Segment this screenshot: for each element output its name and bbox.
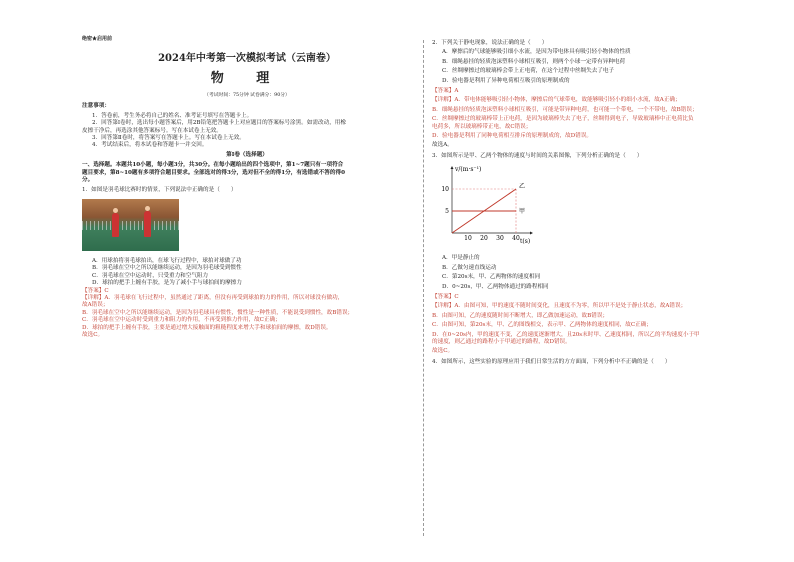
q2-analysis: 【详解】A．带电体能够吸引轻小物体，摩擦后的气球带电，故能够吸引轻小的细小水流，故A正确； xyxy=(432,97,681,104)
x-axis-arrow xyxy=(530,232,533,235)
note-item: 1．答卷前，考生务必将自己的姓名、准考证号填写在答题卡上。 xyxy=(92,112,253,119)
y-axis-arrow xyxy=(451,166,454,169)
q3-stem: 3．如图所示是甲、乙两个物体的速度与时间的关系图像，下列分析正确的是（ ） xyxy=(432,152,643,159)
exam-info: （考试时间：75分钟 试卷满分：90分） xyxy=(204,93,290,99)
note-item: 2．回答第Ⅰ卷时，选出每小题答案后，用2B铅笔把答题卡上对应题目的答案标号涂黑。如需改动，用橡 xyxy=(92,120,346,127)
velocity-time-chart xyxy=(438,163,538,247)
q3-analysis: 的速度，则乙通过的路程小于甲通过的路程，故D错误。 xyxy=(432,338,571,345)
column-divider xyxy=(423,40,424,536)
q1-analysis: D．球拍的把手上缠有手胶，主要是通过增大接触面的粗糙程度来增大手和球拍间的摩擦，故D错误。 xyxy=(82,324,332,331)
subject-title: 物 理 xyxy=(210,71,284,87)
q2-conclusion: 故选A。 xyxy=(432,142,453,149)
q1-analysis: 故选C。 xyxy=(82,331,104,338)
q2-stem: 2．下列关于静电现象，说法正确的是（ ） xyxy=(432,40,548,46)
y-tick-label: 10 xyxy=(441,186,449,194)
part1-heading: 第Ⅰ卷（选择题） xyxy=(226,151,268,158)
q2-option-a: A．摩擦后的气球能够吸引细小水流，是因为带电体具有吸引轻小物体的性质 xyxy=(442,49,631,56)
q3-option-b: B．乙做匀速直线运动 xyxy=(442,264,497,271)
part1-instruction: 分。 xyxy=(82,177,94,184)
x-tick-label: 20 xyxy=(480,235,488,243)
q1-answer: 【答案】C xyxy=(82,287,109,294)
q1-option-b: B．羽毛球在空中之所以能继续运动，是因为羽毛球受到惯性 xyxy=(92,265,242,272)
part1-instruction: 一、选择题。本题共10小题，每小题3分，共30分。在每小题给出的四个选项中，第1~7题只有一项符合 xyxy=(82,162,344,169)
q2-option-b: B．细绳悬挂的轻质泡沫塑料小球相互吸引，则两个小球一定带有异种电荷 xyxy=(442,58,626,65)
q3-analysis: B．由图可知，乙的速度随时间不断增大，即乙做加速运动，故B错误； xyxy=(432,312,609,319)
q2-analysis: D．验电器是利用了同种电荷相互排斥的原理制成的，故D错误。 xyxy=(432,133,593,140)
notes-heading: 注意事项： xyxy=(82,103,110,110)
q1-option-d: D．球拍的把手上缠有手胶，是为了减小手与球拍间的摩擦力 xyxy=(92,280,242,287)
q4-stem: 4．如图所示，这些实验的原理应用于我们日常生活的方方面面，下列分析中不正确的是（ ） xyxy=(432,358,671,365)
q1-option-c: C．羽毛球在空中运动时，只受重力和空气阻力 xyxy=(92,272,209,279)
q2-option-d: D．验电器是利用了异种电荷相互吸引的原理制成的 xyxy=(442,77,570,84)
note-item: 3．回答第Ⅱ卷时，将答案写在答题卡上。写在本试卷上无效。 xyxy=(92,135,245,142)
q3-option-a: A．甲是静止的 xyxy=(442,255,480,262)
q1-analysis: 【详解】A．羽毛球在飞行过程中，虽然通过了距离，但没有再受到球拍的力的作用，所以对球没有做功， xyxy=(82,294,344,301)
x-tick-label: 10 xyxy=(464,235,472,243)
q3-analysis: C．由图可知，第20s末，甲、乙的图线相交，表示甲、乙两物体的速度相同，故C正确； xyxy=(432,322,652,329)
series-label: 乙 xyxy=(519,183,526,191)
left-column xyxy=(82,36,412,339)
x-tick-label: 40 xyxy=(512,235,520,243)
y-axis-label: v/(m·s⁻¹) xyxy=(455,166,482,174)
badminton-photo xyxy=(82,199,179,251)
part1-instruction: 题目要求，第8~10题有多项符合题目要求。全部选对的得3分，选对但不全的得1分，有选错或不答的得0 xyxy=(82,169,345,176)
exam-title: 2024年中考第一次模拟考试（云南卷） xyxy=(158,53,336,65)
q3-analysis: D．在0~20s内，甲的速度不变，乙的速度逐渐增大，且20s末时甲、乙速度相同，所以乙的平均速度小于甲 xyxy=(432,331,700,338)
q3-answer: 【答案】C xyxy=(432,293,459,300)
q1-stem: 1．如图是羽毛球比赛时的情景，下列说法中正确的是（ ） xyxy=(82,187,237,194)
q2-answer: 【答案】A xyxy=(432,88,459,95)
q1-option-a: A．用球拍将羽毛球拍出，在球飞行过程中，球拍对球做了功 xyxy=(92,257,242,264)
q2-analysis: B．细绳悬挂的轻质泡沫塑料小球相互吸引，可能是带异种电荷，也可能一个带电，一个不带电，故B错误； xyxy=(432,106,698,113)
q2-option-c: C．丝绸摩擦过的玻璃棒会带上正电荷，在这个过程中丝绸失去了电子 xyxy=(442,68,615,75)
q1-analysis: B．羽毛球在空中之所以能继续运动，是因为羽毛球具有惯性，惯性是一种性质，不能说受到惯性，故B错误； xyxy=(82,309,354,316)
q3-option-c: C．第20s末，甲、乙两物体的速度相同 xyxy=(442,274,541,281)
y-tick-label: 5 xyxy=(445,208,449,216)
q1-analysis: 故A错误； xyxy=(82,302,109,309)
q3-analysis: 【详解】A．由图可知，甲的速度不随时间变化，且速度不为零，所以甲不是处于静止状态，故A错误； xyxy=(432,303,687,310)
note-item: 皮擦干净后，再选涂其他答案标号。写在本试卷上无效。 xyxy=(82,127,222,134)
q2-analysis: C．丝绸摩擦过的玻璃棒带上正电荷，是因为玻璃棒失去了电子，丝绸得到电子，导致玻璃棒中正电荷比负 xyxy=(432,116,694,123)
q2-analysis: 电荷多，所以玻璃棒带正电，故C错误； xyxy=(432,123,532,130)
series-label: 甲 xyxy=(519,208,526,216)
secret-label: 绝密★启用前 xyxy=(82,36,113,42)
note-item: 4．考试结束后，将本试卷和答题卡一并交回。 xyxy=(92,142,208,149)
x-axis-label: t(s) xyxy=(520,238,531,246)
q3-analysis: 故选C。 xyxy=(432,348,454,355)
x-tick-label: 30 xyxy=(496,235,504,243)
right-column xyxy=(432,40,754,366)
q1-analysis: C．羽毛球在空中运动时受到重力和阻力的作用，不再受到推力作用，故C正确； xyxy=(82,317,281,324)
q3-option-d: D．0~20s，甲、乙两物体通过的路程相同 xyxy=(442,283,549,290)
